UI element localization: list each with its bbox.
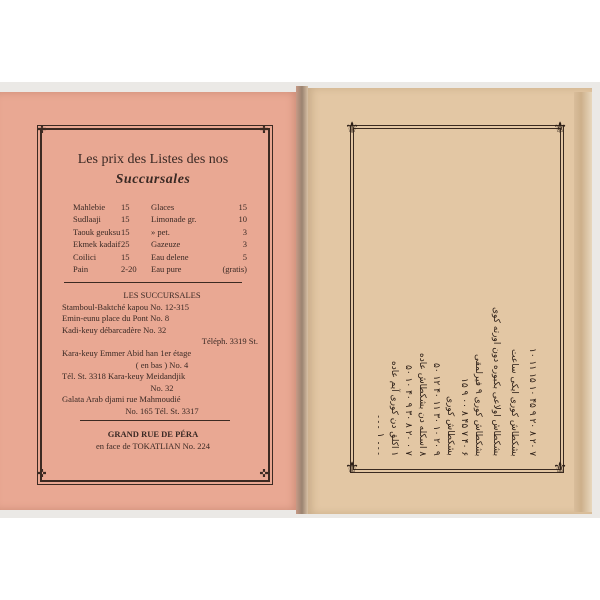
timetable-column: ۸ اسکله دن بشکطاش عاده xyxy=(417,352,427,456)
succursales-heading: LES SUCCURSALES xyxy=(123,290,201,300)
item-price: 15 xyxy=(121,202,130,212)
main-location: en face de TOKATLIAN No. 224 xyxy=(96,441,210,451)
price-row xyxy=(73,226,253,238)
item-price: 5 xyxy=(242,251,247,262)
book-spine xyxy=(296,86,308,514)
item-price: 15 xyxy=(238,202,247,212)
timetable-column: ۹ ۲۰ ۱۰ ۳۰ ۱۱ ۴۰ ۱۲ ۵۰ xyxy=(431,363,441,456)
fleur-de-lis-icon: ⚜ xyxy=(552,120,568,137)
fleur-de-lis-icon: ⚜ xyxy=(344,460,360,477)
timetable-column: بشکطاش کوری ۹ فیرلمقی xyxy=(473,353,483,456)
price-row xyxy=(73,213,253,225)
timetable-column: بشکطاش کوری xyxy=(445,396,455,456)
timetable-column: ۷ ۲۰ ۸ ۲۰ ۹ ۴۵ ۱۰ ۱۵ ۱۱ ۱۰ xyxy=(527,347,537,456)
item-price: 15 xyxy=(121,214,130,225)
branch-line: Kara-keuy Emmer Abid han 1er étage xyxy=(62,347,192,358)
item-price: 2-20 xyxy=(121,264,137,275)
item-price: 25 xyxy=(121,239,130,250)
item-price: (gratis) xyxy=(222,264,247,275)
branch-line: No. 32 xyxy=(150,382,174,393)
price-list-subtitle: Succursales xyxy=(115,172,191,187)
branch-line: Emin-eunu place du Pont No. 8 xyxy=(62,313,170,324)
price-row xyxy=(73,263,253,275)
price-table xyxy=(73,201,253,275)
item-name: » pet. xyxy=(151,226,170,237)
item-name: Pain xyxy=(73,264,89,275)
item-price: 3 xyxy=(242,226,247,237)
item-name: Eau delene xyxy=(151,251,189,262)
branch-line: Galata Arab djami rue Mahmoudié xyxy=(62,394,181,405)
price-list-title: Les prix des Listes des nos xyxy=(77,152,229,167)
main-shop-address xyxy=(42,428,264,452)
divider xyxy=(64,282,242,283)
timetable-column: بشکطاش کوری ایکی ساعت xyxy=(509,348,519,456)
item-name: Mahlebie xyxy=(73,202,106,212)
timetable-column: ۷ ۰ ۲۰ ۸ ۳۰ ۹ ۴۰ ۱۰ ۵۰ xyxy=(403,365,413,456)
branch-line: Stamboul-Baktché kapou No. 12-315 xyxy=(62,301,190,312)
price-row xyxy=(73,201,253,213)
price-row xyxy=(73,238,253,250)
item-price: 10 xyxy=(238,214,247,225)
branch-line: No. 165 Tél. St. 3317 xyxy=(125,405,199,416)
item-name: Ekmek kadaif xyxy=(73,239,121,250)
main-street: GRAND RUE DE PÉRA xyxy=(107,429,199,439)
item-name: Limonade gr. xyxy=(151,214,197,225)
item-name: Taouk geuksu xyxy=(73,226,121,237)
item-name: Sudlaaji xyxy=(73,214,101,225)
item-name: Glaces xyxy=(151,202,175,212)
page-stack-edge xyxy=(574,92,592,512)
fleur-de-lis-icon: ⚜ xyxy=(344,120,360,137)
timetable-column: ۱ اکلق دن کوری آیم عاده xyxy=(389,360,399,456)
item-name: Coilici xyxy=(73,251,97,262)
corner-ornament-icon: ✜ xyxy=(37,468,47,480)
branch-line: Téléph. 3319 St. xyxy=(201,336,258,347)
corner-ornament-icon: ✜ xyxy=(259,468,269,480)
item-name: Gazeuze xyxy=(151,239,181,250)
timetable-column: ۔۔۔ ۱ ۔۔۔ xyxy=(375,413,385,456)
item-name: Eau pure xyxy=(151,264,182,275)
corner-ornament-icon: ✜ xyxy=(37,124,47,136)
branch-line: Tél. St. 3318 Kara-keuy Meidandjik xyxy=(62,371,186,382)
divider xyxy=(80,420,230,421)
item-price: 3 xyxy=(242,239,247,250)
fleur-de-lis-icon: ⚜ xyxy=(552,460,568,477)
price-row xyxy=(73,251,253,263)
branch-line: ( en bas ) No. 4 xyxy=(135,359,189,370)
timetable-column: بشکطاش اولاعی بکبوره دون اورته کوی xyxy=(491,306,501,456)
item-price: 15 xyxy=(121,226,130,237)
timetable-column: ۶ ۴۰ ۷ ۴۵ ۸ ۰۰ ۹ ۱۵ xyxy=(459,377,469,456)
succursales-list xyxy=(62,290,262,418)
item-price: 15 xyxy=(121,251,130,262)
corner-ornament-icon: ✜ xyxy=(259,124,269,136)
branch-line: Kadi-keuy débarcadère No. 32 xyxy=(62,324,167,335)
